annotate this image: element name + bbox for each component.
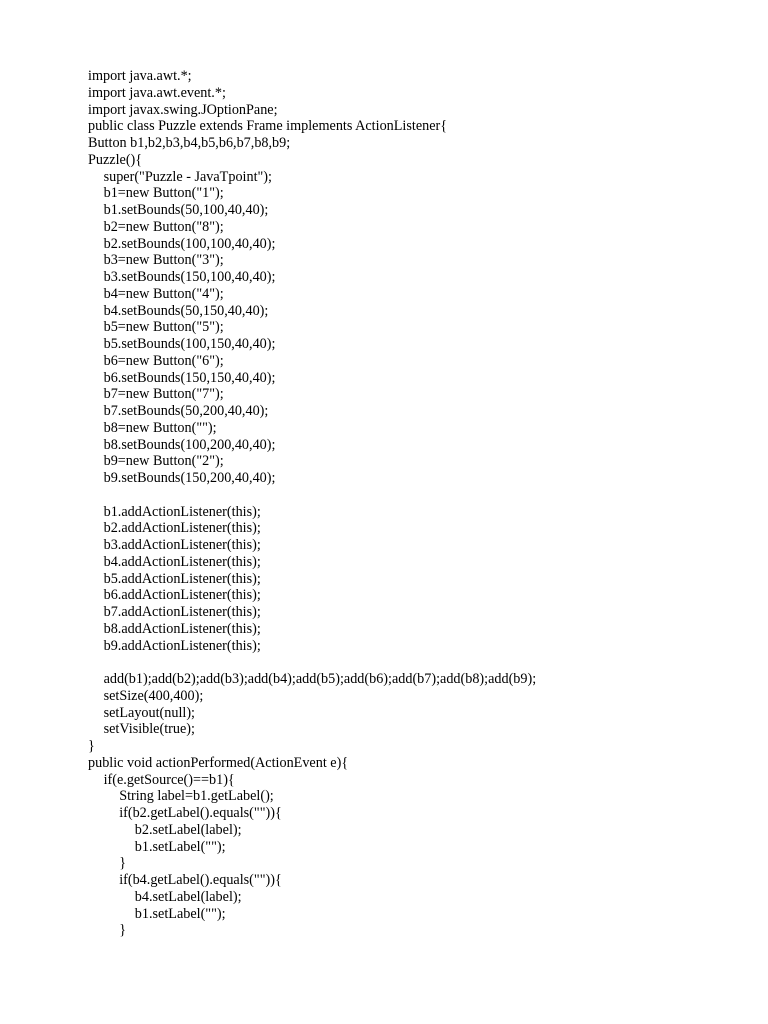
code-line: b3.addActionListener(this);: [103, 537, 261, 553]
code-line: Puzzle(){: [88, 151, 143, 168]
code-line: b8.setBounds(100,200,40,40);: [103, 436, 276, 453]
code-line: b7.addActionListener(this);: [103, 604, 261, 620]
code-line: b7.setBounds(50,200,40,40);: [103, 403, 269, 419]
code-listing: [88, 68, 728, 939]
code-line: b2.setLabel(label);: [134, 821, 242, 838]
code-line: b6.addActionListener(this);: [103, 587, 261, 604]
code-line: public void actionPerformed(ActionEvent e){: [88, 754, 349, 771]
code-line: b9=new Button("2");: [103, 453, 224, 470]
blank-line: [88, 654, 728, 671]
code-line: if(e.getSource()==b1){: [103, 771, 235, 788]
code-line: import javax.swing.JOptionPane;: [88, 101, 278, 118]
code-line: b8=new Button("");: [103, 419, 217, 436]
code-line: add(b1);add(b2);add(b3);add(b4);add(b5);add(b6);add(b7);add(b8);add(b9);: [103, 671, 537, 687]
code-line: b4.setBounds(50,150,40,40);: [103, 302, 269, 319]
code-line: b2.setBounds(100,100,40,40);: [103, 235, 276, 252]
code-line: }: [88, 738, 95, 754]
code-line: b3=new Button("3");: [103, 252, 224, 269]
code-line: b9.setBounds(150,200,40,40);: [103, 470, 276, 486]
code-line: b1.setLabel("");: [134, 905, 226, 922]
code-line: b6.setBounds(150,150,40,40);: [103, 369, 276, 386]
code-line: }: [119, 855, 126, 872]
code-line: b1.addActionListener(this);: [103, 503, 261, 520]
code-line: b5.setBounds(100,150,40,40);: [103, 336, 276, 352]
code-line: b5=new Button("5");: [103, 319, 224, 336]
code-line: b4=new Button("4");: [103, 285, 224, 302]
code-line: if(b2.getLabel().equals("")){: [119, 805, 282, 821]
code-line: setLayout(null);: [103, 704, 196, 721]
code-line: }: [119, 922, 126, 939]
code-line: b3.setBounds(150,100,40,40);: [103, 269, 276, 285]
code-line: b1.setLabel("");: [134, 838, 226, 855]
code-line: b6=new Button("6");: [103, 352, 224, 369]
code-line: b2.addActionListener(this);: [103, 520, 261, 537]
code-line: b9.addActionListener(this);: [103, 637, 261, 654]
code-line: super("Puzzle - JavaTpoint");: [103, 168, 272, 185]
code-line: b1.setBounds(50,100,40,40);: [103, 202, 269, 218]
code-line: b5.addActionListener(this);: [103, 570, 261, 587]
code-line: b7=new Button("7");: [103, 386, 224, 403]
code-line: b4.addActionListener(this);: [103, 553, 261, 570]
code-line: b1=new Button("1");: [103, 185, 224, 202]
code-line: b2=new Button("8");: [103, 218, 224, 235]
code-line: import java.awt.*;: [88, 68, 192, 84]
code-line: setVisible(true);: [103, 721, 195, 738]
code-line: setSize(400,400);: [103, 687, 204, 704]
code-line: String label=b1.getLabel();: [119, 788, 274, 805]
code-line: b8.addActionListener(this);: [103, 620, 261, 637]
code-line: public class Puzzle extends Frame implements ActionListener{: [88, 118, 448, 135]
code-line: b4.setLabel(label);: [134, 888, 242, 905]
code-line: Button b1,b2,b3,b4,b5,b6,b7,b8,b9;: [88, 135, 291, 151]
code-line: import java.awt.event.*;: [88, 84, 226, 101]
code-line: if(b4.getLabel().equals("")){: [119, 872, 282, 888]
blank-line: [88, 487, 728, 504]
